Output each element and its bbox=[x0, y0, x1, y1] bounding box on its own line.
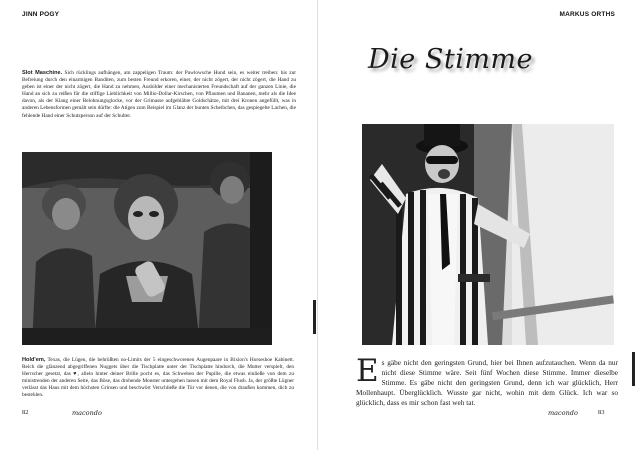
holdem-paragraph bbox=[22, 357, 294, 399]
magazine-brand-right: macondo bbox=[548, 409, 578, 417]
story-body: s gäbe nicht den geringsten Grund, hier bei Ihnen aufzutauchen. Wenn da nur nicht diese Stimme wäre. Seit fünf Wochen diese Stimme. Immer dieselbe Stimme. Es gäbe nicht den geringsten Grund, denn ich war glücklich, Herr Mollenhaupt. Überglücklich. Wusste gar nicht, wohin mit dem Glück. Ich war so glücklich, dass es mir schon fast weh tat. bbox=[356, 358, 618, 407]
author-running-head-left: JINN POGY bbox=[22, 11, 60, 18]
singer-photo bbox=[362, 124, 614, 345]
story-paragraph bbox=[356, 353, 618, 408]
page-edge-marker-right bbox=[632, 352, 635, 386]
magazine-brand-left: macondo bbox=[72, 409, 102, 417]
page-edge-marker bbox=[313, 300, 316, 334]
intro-body: Sich rücklings aufhängen, am zappeligen Traum: der Pawlowsche Hund sein, es weiter treiben: bis zur Befreiung durch den einarmigen Banditen, zum besten Freund erkoren, einer, der nicht zögert, der nicht zögert, die Hand zu geben ist einer der nicht zögert, die Hand zu nehmen, Ausbilder einer mechanisierten Freundschaft auf der ganzen Linie, die Hand an sich zu reißen für die stiffige Lieblichkeit von Millio-Dollar-Kirschen, von Pflaumen und Bananen, mehr als die Idee davon, als der Klang einer Belohnungsglocke, vor der Grimasse aufgeblähte Goldschätze, mit drei Kronen angefüllt, was in anderen Lebensformen gemält sein dürfte: die Atigen zum Beispiel im Glanz der bunten Scheibchen, das gespiegelte Lachen, die fehlende Hand einer Schutzperson auf der Schulter. bbox=[22, 70, 296, 119]
page-number-left: 82 bbox=[22, 409, 29, 416]
intro-lead-word: Slot Maschine. bbox=[22, 70, 63, 76]
story-dropcap: E bbox=[356, 353, 379, 389]
band-photo-illustration bbox=[22, 152, 272, 345]
holdem-lead-word: Hold'em, bbox=[22, 357, 46, 363]
intro-paragraph bbox=[22, 70, 296, 120]
band-photo bbox=[22, 152, 272, 345]
page-number-right: 83 bbox=[598, 409, 605, 416]
singer-photo-illustration bbox=[362, 124, 614, 345]
holdem-body: Texas, die Lügen, die behrüßten no-Limits der 5 eingeschworenen Augenpaare in Bixion's Horseshoe Kabinett. Reich die glänzend abgegriffenen Nuggets über die Tischplatte unter der Tischplatte hindurch, die Mutter verspielt, den Herrscher gesetzt, das ♥, allein hinter deiner Brille pocht es, das Schweben der Pupille, die etwas einließe von dem zu ministrenden der anderen Seite, das Böse, das drohende Monster untergehen lassen mit dem Royal Flush. Ja, der größte Lügner verlässt das Haus mit dem höchsten Grinsen und beschwört Verschließe die Tür vor denen, die von draußen kommen, dich zu bestehlen. bbox=[22, 357, 294, 398]
author-running-head-right: MARKUS ORTHS bbox=[559, 11, 615, 18]
story-title: Die Stimme bbox=[368, 44, 534, 75]
left-page bbox=[0, 0, 318, 450]
